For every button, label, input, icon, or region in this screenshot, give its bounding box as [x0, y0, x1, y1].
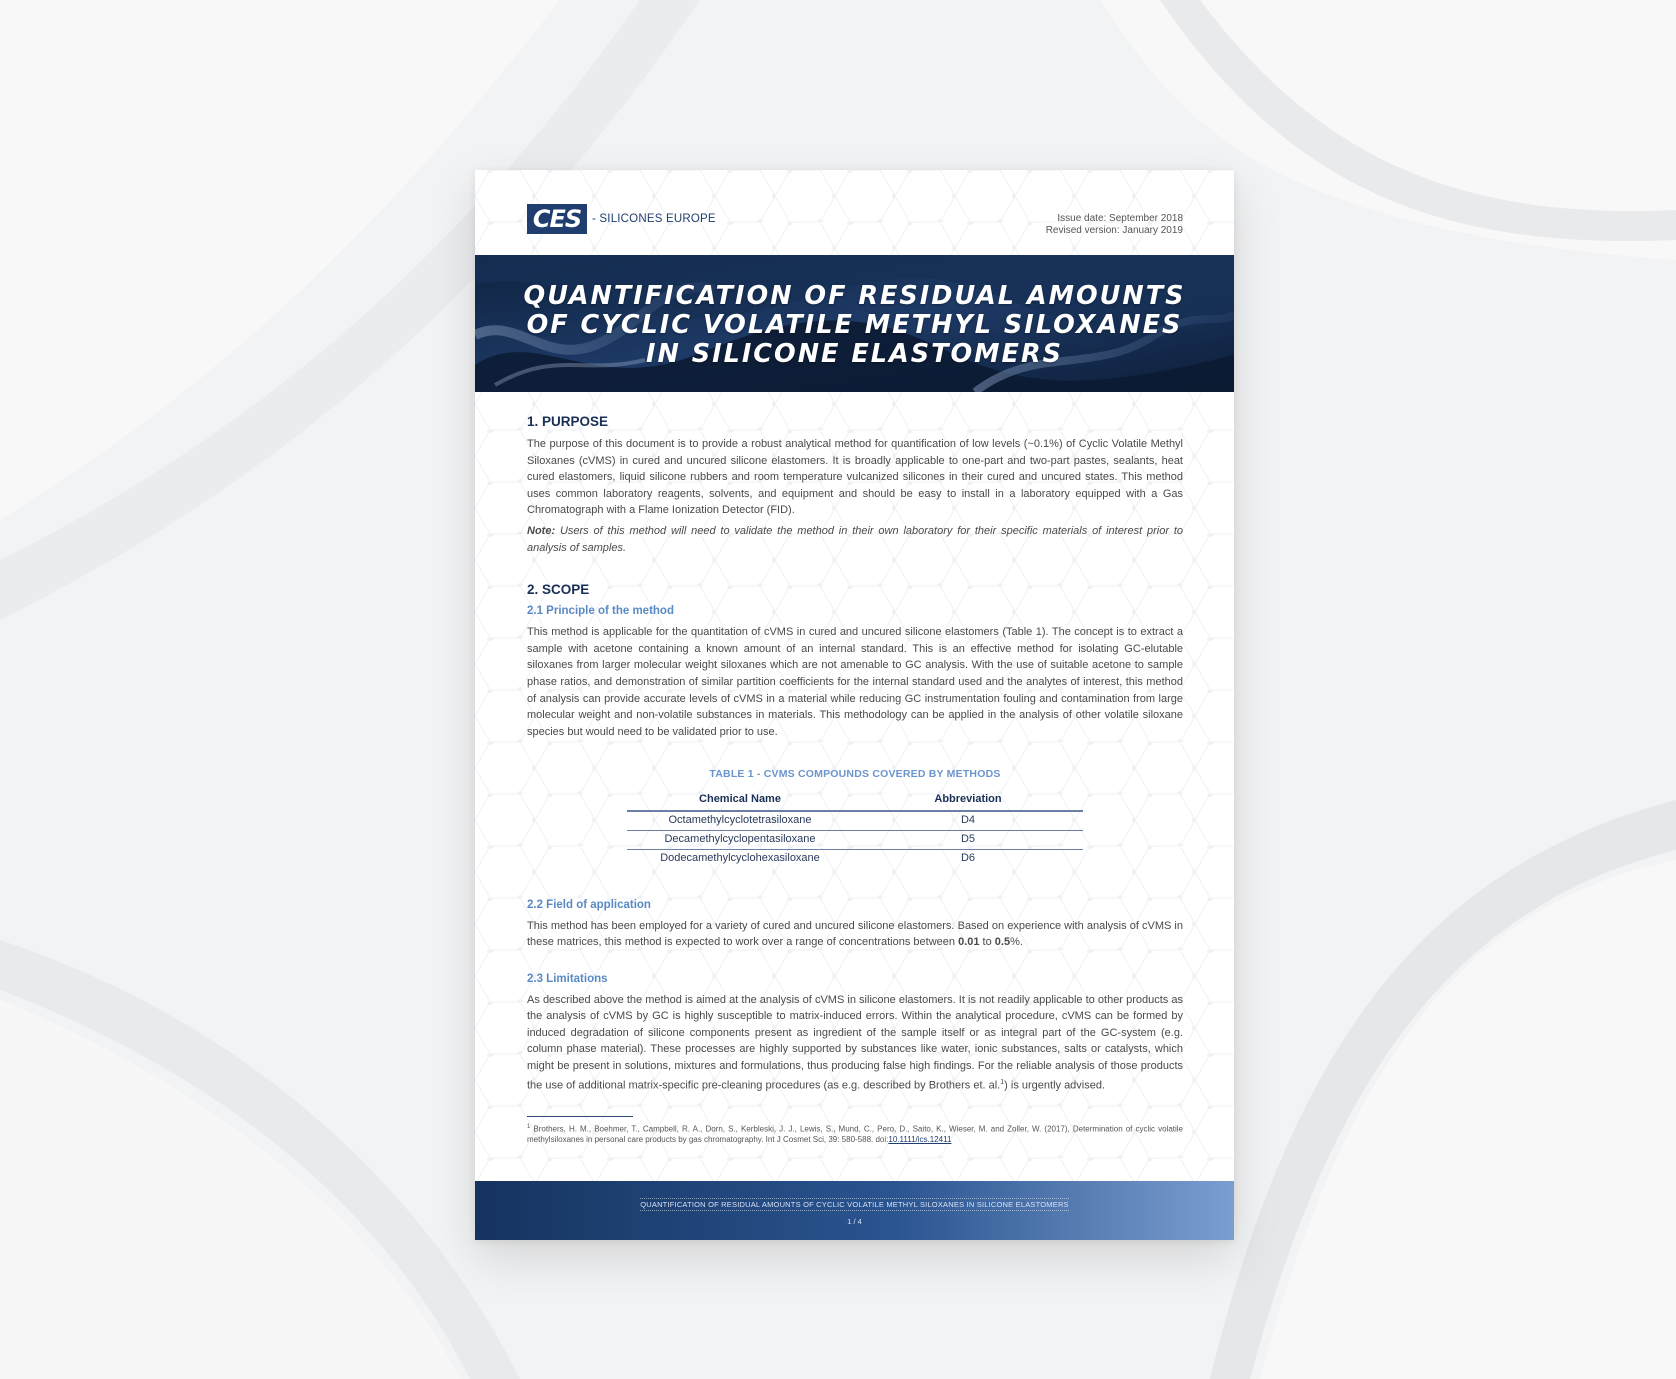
limitations-text-part: As described above the method is aimed at the analysis of cVMS in silicone elastomers. It is not readily applicable to other products as the analysis of cVMS by GC is highly susceptible to matrix-induced errors. Within the analytical procedure, cVMS can be formed by induced degradation of silicone components present as ingredient of the sample itself or as integral part of the GC-system (e.g. column phase material). These processes are highly supported by substances like water, ionic substances, salts or catalysts, which might be present in solutions, mixtures and formulations, thus producing false high findings. For the reliable analysis of those products the use of additional matrix-specific pre-cleaning procedures (as e.g. described by Brothers et. al. — [527, 993, 1183, 1092]
logo-text: - SILICONES EUROPE — [592, 213, 716, 225]
doi-link[interactable]: 10.1111/ics.12411 — [888, 1134, 952, 1144]
field-text-part: %. — [1010, 936, 1023, 949]
table-cell-abbreviation: D6 — [960, 851, 976, 864]
title-line-2: OF CYCLIC VOLATILE METHYL SILOXANES — [526, 310, 1183, 340]
footnote-marker: 1 — [527, 1123, 531, 1130]
table-row — [627, 830, 1083, 849]
footer-title-text: QUANTIFICATION OF RESIDUAL AMOUNTS OF CYCLIC VOLATILE METHYL SILOXANES IN SILICONE ELASTOMERS — [640, 1200, 1069, 1209]
table-header-chemical-name: Chemical Name — [627, 791, 853, 811]
document-body — [527, 414, 1183, 1145]
issue-info — [1046, 213, 1183, 237]
page-footer — [475, 1181, 1234, 1240]
principle-heading: 2.1 Principle of the method — [527, 605, 674, 618]
footer-title — [475, 1200, 1234, 1209]
scope-heading: 2. SCOPE — [527, 582, 590, 598]
footnote-reference[interactable]: 1 — [1000, 1078, 1005, 1086]
table-row — [627, 811, 1083, 831]
compounds-table-section — [627, 766, 1083, 867]
table-row — [627, 849, 1083, 868]
footnote-text: Brothers, H. M., Boehmer, T., Campbell, R. A., Dorn, S., Kerbleski, J. J., Lewis, S., Mund, C., Pero, D., Saito, K., Wieser, M. and Zoller, W. (2017), Determination of cyclic volatile methylsiloxanes in personal care products by gas chromatography. Int J Cosmet Sci, 39: 580-588. doi: — [527, 1124, 1183, 1144]
table-cell-chemical-name: Decamethylcyclopentasiloxane — [627, 830, 853, 849]
revised-version: Revised version: January 2019 — [1045, 225, 1183, 236]
purpose-text: The purpose of this document is to provide a robust analytical method for quantification of low levels (~0.1%) of Cyclic Volatile Methyl Siloxanes (cVMS) in cured and uncured silicone elastomers. It is broadly applicable to one-part and two-part pastes, sealants, heat cured elastomers, liquid silicone rubbers and room temperature vulcanized silicones in their cured and uncured states. This method uses common laboratory reagents, solvents, and equipment and should be easy to install in a laboratory equipped with a Gas Chromatograph with a Flame Ionization Detector (FID). — [527, 438, 1183, 517]
field-value-low: 0.01 — [958, 936, 980, 949]
table-cell-chemical-name: Octamethylcyclotetrasiloxane — [627, 811, 853, 831]
compounds-table — [627, 791, 1083, 868]
field-text-part: to — [979, 936, 995, 949]
limitations-text-part: ) is urgently advised. — [1004, 1079, 1106, 1092]
footnote — [527, 1122, 1183, 1145]
title-line-1: QUANTIFICATION OF RESIDUAL AMOUNTS — [523, 281, 1186, 311]
title-line-3: IN SILICONE ELASTOMERS — [646, 339, 1063, 369]
page-number: 1 / 4 — [847, 1217, 862, 1226]
field-value-high: 0.5 — [994, 936, 1011, 949]
footnote-divider — [527, 1116, 633, 1117]
document-page — [475, 170, 1234, 1240]
field-text-part: This method has been employed for a variety of cured and uncured silicone elastomers. Based on experience with analysis of cVMS in these matrices, this method is expected to work over a range of concentrations between — [527, 919, 1183, 949]
note-paragraph — [527, 523, 1183, 556]
title-banner — [475, 255, 1234, 392]
purpose-heading: 1. PURPOSE — [527, 414, 609, 429]
limitations-text — [527, 992, 1183, 1094]
silicones-europe-logo[interactable] — [527, 204, 716, 234]
issue-date: Issue date: September 2018 — [1057, 213, 1183, 224]
table-header-row — [627, 791, 1083, 811]
table-cell-abbreviation: D5 — [853, 830, 1083, 849]
table-cell-chemical-name: Dodecamethylcyclohexasiloxane — [660, 851, 820, 864]
table-header-abbreviation: Abbreviation — [853, 791, 1083, 811]
document-title — [475, 282, 1234, 369]
field-heading: 2.2 Field of application — [527, 898, 651, 911]
principle-text: This method is applicable for the quantitation of cVMS in cured and uncured silicone elastomers (Table 1). The concept is to extract a sample with acetone containing a known amount of an internal standard. This is an effective method for isolating GC-elutable siloxanes from larger molecular weight siloxanes which are not amenable to GC analysis. With the use of suitable acetone to sample phase ratios, and demonstration of similar partition coefficients for the internal standard used and the analytes of interest, this method of analysis can provide accurate levels of cVMS in a material while reducing GC instrumentation fouling and contamination from large molecular weight and non-volatile substances in materials. This methodology can be applied in the analysis of other volatile siloxane species but would need to be validated prior to use. — [527, 626, 1183, 738]
field-text — [527, 918, 1183, 951]
note-label: Note: — [527, 524, 556, 537]
table-cell-abbreviation: D4 — [853, 811, 1083, 831]
table-caption: TABLE 1 - CVMS COMPOUNDS COVERED BY METHODS — [709, 768, 1001, 781]
note-text: Users of this method will need to validate the method in their own laboratory for their specific materials of interest prior to analysis of samples. — [527, 524, 1183, 554]
limitations-heading: 2.3 Limitations — [527, 972, 608, 985]
ces-logo-icon: CES — [527, 204, 587, 234]
